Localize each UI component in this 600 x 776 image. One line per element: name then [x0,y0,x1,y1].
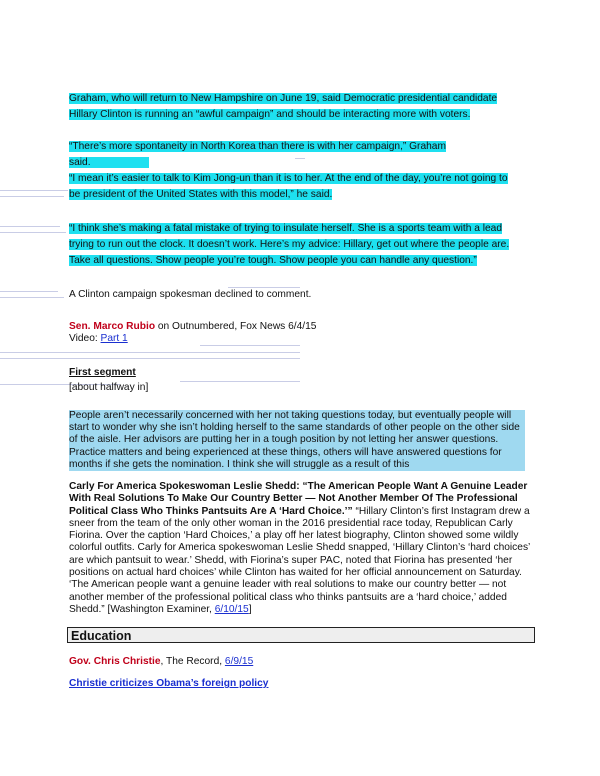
the-record-date-link[interactable]: 6/9/15 [224,656,254,667]
graham-paragraph-3 [69,171,519,203]
section-title: Education [71,629,132,643]
rubio-video-line [69,333,514,345]
washington-examiner-link[interactable]: 6/10/15 [214,603,249,615]
margin-artifact [0,352,300,353]
margin-artifact [0,291,58,292]
segment-note [69,381,369,394]
margin-artifact [0,190,68,191]
graham-paragraph-1 [69,91,514,123]
note-text: [about halfway in] [69,382,149,393]
margin-artifact [0,358,300,359]
no-comment-paragraph [69,287,514,303]
margin-artifact [0,196,64,197]
source-text: on Outnumbered, Fox News 6/4/15 [155,321,317,332]
highlighted-text: “I think she’s making a fatal mistake of trying to insulate herself. She is a sports team with a lead trying to run out the clock. It doesn’t work. Here’s my advice: Hillary, get out where the people are. Take all questions. Show people you’re tough. Show people you can handle any question.” [69,223,510,266]
carly-headline: Carly For America Spokeswoman Leslie Shedd: “The American People Want A Genuine Leader With Real Solutions To Make Our Country Better — Not Another Member Of The Professional Political Class Who Thinks Pantsuits Are A ‘Hard Choice.’” [69,481,528,517]
source-text: , The Record, [160,656,225,667]
education-section-header [67,627,535,643]
plain-text: A Clinton campaign spokesman declined to comment. [69,289,312,300]
highlighted-text: “There’s more spontaneity in North Korea than there is with her campaign,” Graham said. [69,141,446,168]
margin-artifact [0,232,66,233]
video-part-1-link[interactable]: Part 1 [100,333,128,344]
graham-paragraph-2 [69,139,514,171]
carly-paragraph [69,481,531,616]
segment-heading-text: First segment [69,367,136,378]
speaker-name: Gov. Chris Christie [69,656,161,667]
christie-article-link[interactable]: Christie criticizes Obama’s foreign policy [69,678,269,689]
quote-text: People aren’t necessarily concerned with her not taking questions today, but eventually people will start to wonder why she isn’t holding herself to the same standards of other people on the other side of the aisle. Her advisors are putting her in a tough position by not letting her answer questions. Practice matters and being experienced at these things, others will have answered questions for months if she gets the nomination. I think she will struggle as a result of this [69,410,520,470]
carly-body: “Hillary Clinton’s first Instagram drew a sneer from the team of the only other woman in the 2016 presidential race today, Republican Carly Fiorina. Over the caption ‘Hard Choices,’ a play off her latest biography, Clinton showed some wildly colorful outfits. Carly for America spokeswoman Leslie Shedd snapped, ‘Hillary Clinton’s ‘hard choices’ are which pantsuit to wear.’ Shedd, with Fiorina’s super PAC, noted that Fiorina has presented ‘her positions on actual hard choices’ while Clinton has waited for her official announcement on Saturday. ‘The American people want a genuine leader with real solutions to make our country better — not another member of the professional political class who thinks pantsuits are a ‘hard choice,’ added Shedd.” [69,505,530,615]
video-label: Video: [69,333,101,344]
highlighted-text: Graham, who will return to New Hampshire on June 19, said Democratic presidential candidate Hillary Clinton is running an “awful campaign” and should be interacting more with voters. [69,93,498,120]
speaker-name: Sen. Marco Rubio [69,321,156,332]
highlighted-text: “I mean it’s easier to talk to Kim Jong-un than it is to her. At the end of the day, you’re not going to be president of the United States with this model,” he said. [69,173,508,200]
rubio-source-line [69,321,514,333]
margin-artifact [0,297,64,298]
christie-source-line [69,654,514,670]
source-suffix: ] [248,603,252,615]
margin-artifact [0,186,70,200]
source-prefix: [Washington Examiner, [107,603,215,615]
margin-artifact [200,345,300,346]
christie-article-line [69,676,514,692]
segment-heading [69,366,369,379]
margin-artifact [0,226,60,227]
graham-paragraph-4 [69,221,529,269]
rubio-quote [69,410,525,471]
